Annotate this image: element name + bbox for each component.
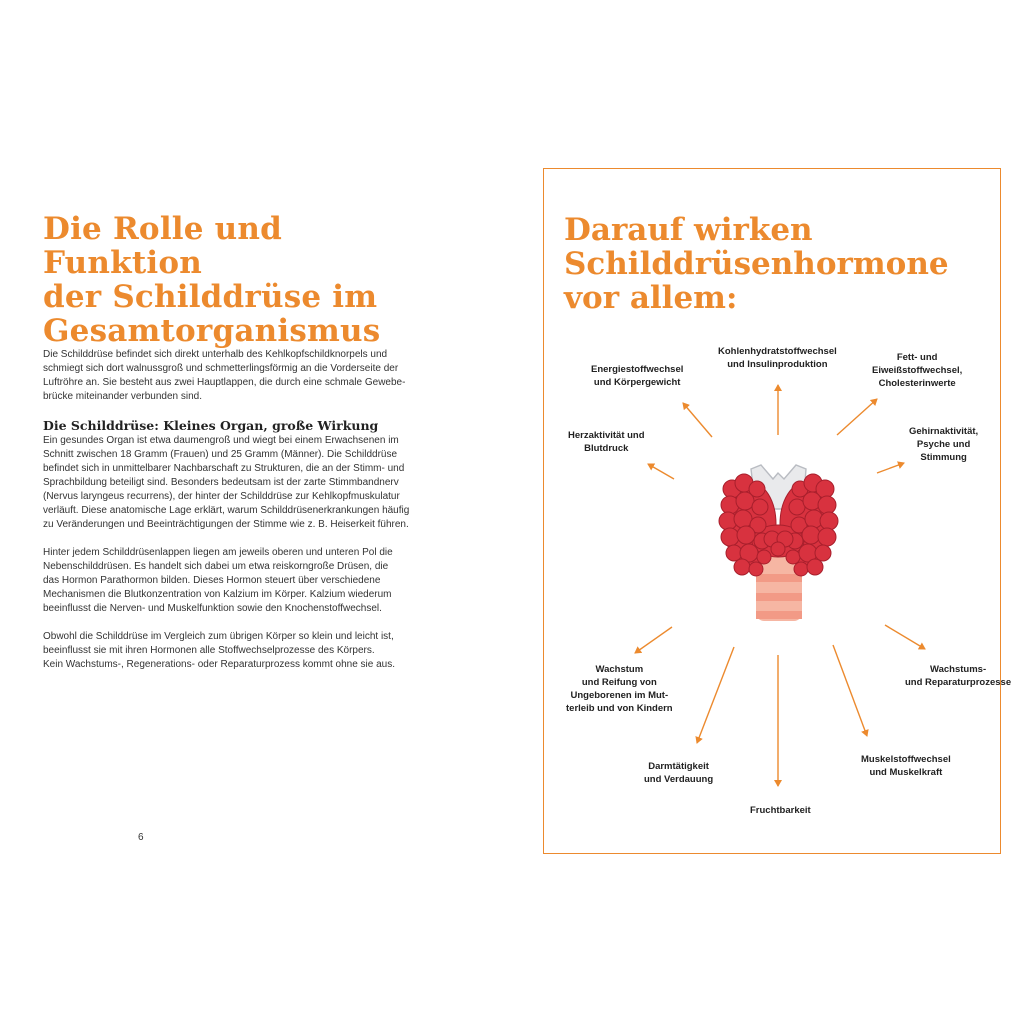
text-line: schmiegt sich dort walnussgroß und schmetterlingsförmig an die Vorderseite der [43,363,399,374]
text-line: Kein Wachstums-, Regenerations- oder Reparaturprozess kommt ohne sie aus. [43,659,396,670]
arrow-fett [837,399,877,435]
left-page [43,212,423,686]
arrow-darm [697,647,734,743]
label-line: Gehirnaktivität, [909,426,979,437]
paragraph-organ [43,434,423,532]
label-line: und Insulinproduktion [727,359,828,370]
label-line: Darmtätigkeit [648,761,709,772]
text-line: Ein gesundes Organ ist etwa daumengroß und wiegt bei einem Erwachsenen im [43,435,399,446]
text-line: verläuft. Diese anatomische Lage erklärt, warum Schilddrüsenerkrankungen häufig [43,505,410,516]
thyroid-illustration [719,465,838,621]
label-line: terleib und von Kindern [566,703,673,714]
label-line: Psyche und [916,439,971,450]
label-line: Eiweißstoffwechsel, [872,365,963,376]
text-line: Sprachbildung beteiligt sind. Besonders bedeutsam ist der zarte Stimmbandnerv [43,477,399,488]
label-line: Wachstum [595,664,644,675]
label-line: Fett- und [896,352,938,363]
title-line: Gesamtorganismus [43,313,381,349]
text-line: Obwohl die Schilddrüse im Vergleich zum übrigen Körper so klein und leicht ist, [43,631,394,642]
text-line: beeinflusst sie mit ihren Hormonen alle Stoffwechselprozesse des Körpers. [43,645,375,656]
text-line: Die Schilddrüse befindet sich direkt unterhalb des Kehlkopfschildknorpels und [43,349,388,360]
page-number: 6 [138,832,144,843]
label-line: Herzaktivität und [568,430,645,441]
label-line: Energiestoffwechsel [591,364,684,375]
label-line: Kohlenhydratstoffwechsel [718,346,837,357]
section-subheading: Die Schilddrüse: Kleines Organ, große Wirkung [43,418,379,433]
text-line: beeinflusst die Nerven- und Muskelfunktion sowie den Knochenstoffwechsel. [43,603,382,614]
label-line: Ungeborenen im Mut- [570,690,669,701]
label-line: Fruchtbarkeit [750,805,811,816]
title-line: der Schilddrüse im [43,279,378,315]
text-line: Luftröhre an. Sie besteht aus zwei Hauptlappen, die durch eine schmale Gewebe- [43,377,406,388]
label-gehirnaktivitaet [909,425,978,464]
label-line: und Reparaturprozesse [905,677,1012,688]
arrow-reparatur [885,625,925,649]
text-line: (Nervus laryngeus recurrens), der hinter der Schilddrüse zur Kehlkopfmuskulatur [43,491,400,502]
text-line: Mechanismen die Blutkonzentration von Kalzium im Körper. Kalzium wiederum [43,589,392,600]
label-wachstum-reifung [566,663,673,715]
arrow-muskel [833,645,867,736]
label-herzaktivitaet [568,429,645,455]
label-fruchtbarkeit [750,804,811,817]
text-line: das Hormon Parathormon bilden. Dieses Hormon steuert über verschiedene [43,575,381,586]
arrow-energie [683,403,712,437]
label-line: und Muskelkraft [869,767,943,778]
label-line: Muskelstoffwechsel [861,754,951,765]
label-line: Wachstums- [929,664,987,675]
arrow-herz [648,464,674,479]
title-line: Darauf wirken [564,212,813,248]
text-line: brücke miteinander verbunden sind. [43,391,202,402]
text-line: Schnitt zwischen 18 Gramm (Frauen) und 25 Gramm (Männer). Die Schilddrüse [43,449,398,460]
label-darmtaetigkeit [644,760,713,786]
paragraph-stoffwechsel [43,630,423,672]
arrow-wachstum [635,627,672,653]
text-line: befindet sich in unmittelbarer Nachbarschaft zu Strukturen, die an der Stimm- und [43,463,405,474]
intro-paragraph [43,348,423,404]
label-line: und Verdauung [644,774,714,785]
title-line: Die Rolle und Funktion [43,211,283,281]
label-energiestoffwechsel [591,363,683,389]
label-reparaturprozesse [905,663,1011,689]
label-fettstoffwechsel [872,351,962,390]
label-line: Cholesterinwerte [878,378,956,389]
label-kohlenhydratstoffwechsel [718,345,837,371]
text-line: zu Veränderungen und Beeinträchtigungen der Stimme wie z. B. Heiserkeit führen. [43,519,409,530]
label-line: Blutdruck [584,443,629,454]
title-line: Schilddrüsenhormone [564,246,949,282]
label-line: und Reifung von [581,677,657,688]
left-page-title [43,212,423,348]
hormone-effects-panel [543,168,1012,854]
label-muskelstoffwechsel [861,753,951,779]
text-line: Nebenschilddrüsen. Es handelt sich dabei um etwa reiskorngroße Drüsen, die [43,561,389,572]
text-line: Hinter jedem Schilddrüsenlappen liegen am jeweils oberen und unteren Pol die [43,547,393,558]
arrow-gehirn [877,463,904,473]
paragraph-nebenschilddruesen [43,546,423,616]
title-line: vor allem: [564,280,738,316]
label-line: Stimmung [920,452,967,463]
label-line: und Körpergewicht [593,377,681,388]
